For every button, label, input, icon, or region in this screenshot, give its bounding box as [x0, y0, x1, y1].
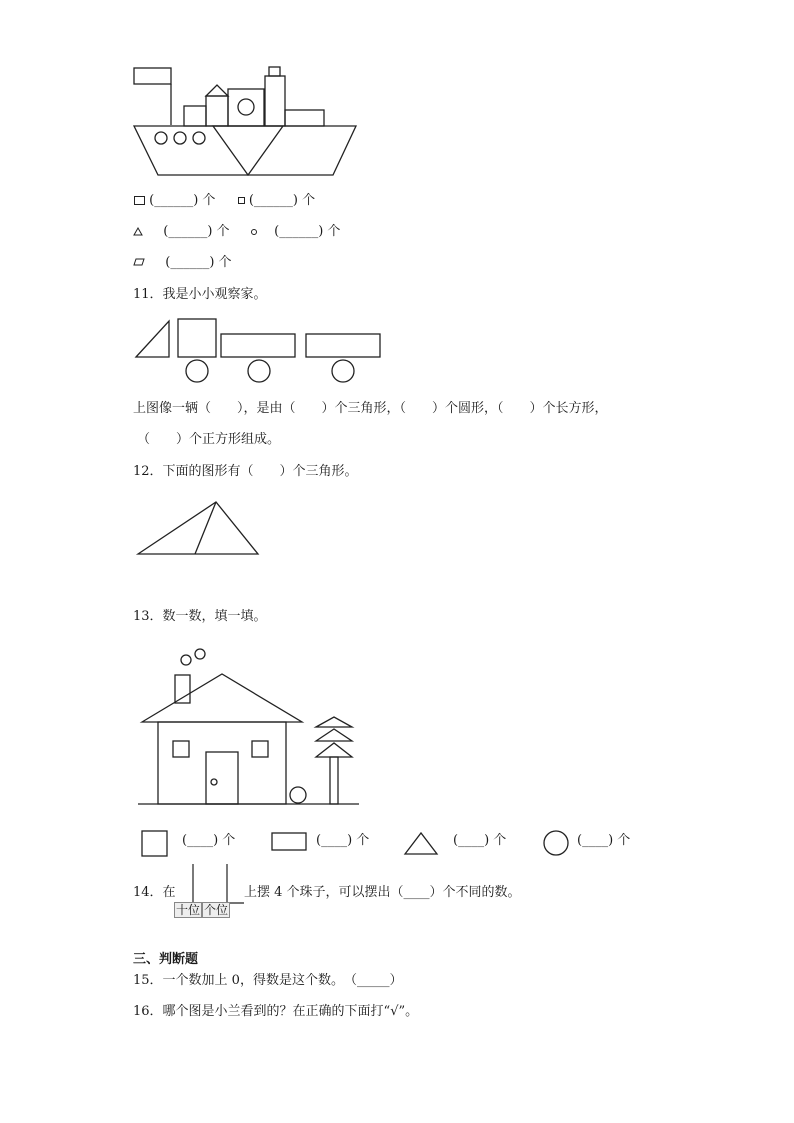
square-count-label: (____) 个 — [182, 833, 236, 848]
smoke-circle — [181, 655, 191, 665]
q11-line-2: （ ）个正方形组成。 — [137, 432, 281, 447]
question-text: 哪个图是小兰看到的？在正确的下面打“√”。 — [162, 1004, 419, 1019]
square-icon — [141, 830, 169, 858]
ship-chimney — [265, 76, 285, 126]
triangle-divider — [195, 502, 216, 554]
ship-count-row-3 — [133, 255, 232, 271]
question-number: 13． — [133, 609, 163, 624]
truck-triangle — [136, 321, 169, 357]
tree-triangle — [316, 717, 352, 727]
circle-icon — [250, 227, 258, 235]
triangles-figure — [136, 498, 261, 558]
circle-count-label: (______) 个 — [274, 224, 341, 239]
rect-count-label: (____) 个 — [316, 833, 370, 848]
q12-prompt — [133, 464, 358, 480]
house-window — [173, 741, 189, 757]
abacus-rods — [178, 862, 244, 906]
ship-porthole — [155, 132, 167, 144]
question-text-before: 在 — [162, 885, 176, 900]
ship-tower — [206, 96, 228, 126]
parallelogram-icon — [133, 257, 145, 266]
truck-wheel — [332, 360, 354, 382]
ship-hull — [134, 126, 356, 175]
ship-chimney-top — [269, 67, 280, 76]
ship-hull-triangle — [213, 126, 283, 175]
door-knob — [211, 779, 217, 785]
ship-right-cabin — [285, 110, 324, 126]
question-text: 下面的图形有（ ）个三角形。 — [162, 464, 358, 479]
q16-prompt — [133, 1004, 418, 1020]
ship-small-cabin — [184, 106, 206, 126]
truck-rectangle — [306, 334, 380, 357]
q11-line-1: 上图像一辆（ ），是由（ ）个三角形，（ ）个圆形，（ ）个长方形， — [133, 401, 608, 416]
triangle-icon — [133, 227, 143, 236]
triangle-count-label: (____) 个 — [453, 833, 507, 848]
truck-square — [178, 319, 216, 357]
ship-porthole — [193, 132, 205, 144]
truck-rectangle — [221, 334, 295, 357]
parallelogram-count-label: (______) 个 — [165, 255, 232, 270]
tree-triangle — [316, 729, 352, 741]
square-count-label: (______) 个 — [248, 193, 316, 208]
q11-prompt — [133, 287, 267, 303]
q15-prompt — [133, 973, 402, 989]
tens-label: 十位 — [176, 903, 201, 917]
truck-wheel — [248, 360, 270, 382]
triangle-count-label: (______) 个 — [163, 224, 230, 239]
ship-figure — [128, 62, 363, 180]
circle-count-label: (____) 个 — [577, 833, 631, 848]
house-door — [206, 752, 238, 804]
ship-flag — [134, 68, 171, 84]
house-window — [252, 741, 268, 757]
question-text: 我是小小观察家。 — [162, 287, 267, 302]
question-number: 16． — [133, 1004, 163, 1019]
q13-prompt — [133, 609, 267, 625]
house-figure — [138, 645, 363, 807]
ship-porthole — [174, 132, 186, 144]
smoke-circle — [195, 649, 205, 659]
ones-label: 个位 — [204, 903, 229, 917]
truck-wheel — [186, 360, 208, 382]
tree-triangle — [316, 743, 352, 757]
truck-figure — [133, 317, 385, 387]
section-heading: 三、判断题 — [133, 952, 199, 967]
rectangle-icon — [134, 196, 145, 205]
ship-count-row-2 — [133, 224, 340, 240]
rectangle-icon — [271, 832, 309, 852]
ship-tower-roof — [206, 85, 228, 96]
house-chimney — [175, 675, 190, 703]
ship-cabin-window — [238, 99, 254, 115]
ship-square-cabin — [228, 89, 264, 126]
q13-count-row — [140, 828, 660, 858]
q14-text: 上摆 4 个珠子，可以摆出（____）个不同的数。 — [244, 885, 521, 900]
circle-icon — [542, 829, 570, 857]
abacus-labels — [174, 903, 230, 919]
question-number: 11． — [133, 287, 163, 302]
q14-prefix — [133, 885, 176, 901]
small-square-icon — [238, 197, 245, 204]
triangle-icon — [403, 830, 439, 856]
house-roof — [142, 674, 302, 722]
question-number: 12． — [133, 464, 163, 479]
ball — [290, 787, 306, 803]
question-number: 14． — [133, 885, 163, 900]
question-text: 一个数加上 0，得数是这个数。 （_____） — [162, 973, 403, 988]
ship-count-row-1 — [134, 193, 315, 209]
house-body — [158, 722, 286, 804]
rect-count-label: (______) 个 — [149, 193, 216, 208]
tree-trunk — [330, 757, 338, 804]
question-text: 数一数，填一填。 — [162, 609, 267, 624]
question-number: 15． — [133, 973, 163, 988]
